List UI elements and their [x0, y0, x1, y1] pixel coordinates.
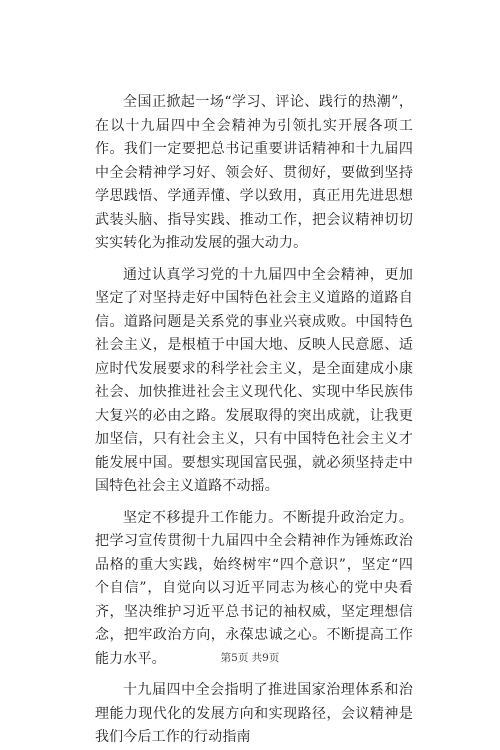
paragraph-2: 通过认真学习党的十九届四中全会精神，更加坚定了对坚持走好中国特色社会主义道路的道路自信。道路问题是关系党的事业兴衰成败。中国特色社会主义，是根植于中国大地、反映人民意愿、适应时代发展要求的科学社会主义，是全面建成小康社会、加快推进社会主义现代化、实现中华民族伟大复兴的必由之路。发展取得的突出成就，让我更加坚信，只有社会主义，只有中国特色社会主义才能发展中国。要想实现国富民强，就必须坚持走中国特色社会主义道路不动摇。 — [95, 266, 413, 494]
paragraph-1: 全国正掀起一场“学习、评论、践行的热潮”，在以十九届四中全会精神为引领扎实开展各项工作。我们一定要把总书记重要讲话精神和十九届四中全会精神学习好、领会好、贯彻好，要做到坚持学思践悟、学通弄懂、学以致用，真正用先进思想武装头脑、指导实践、推动工作，把会议精神切切实实转化为推动发展的强大动力。 — [95, 94, 413, 251]
page-number-footer: 第5页 共9页 — [220, 652, 280, 664]
paragraph-3: 坚定不移提升工作能力。不断提升政治定力。把学习宣传贯彻十九届四中全会精神作为锤炼政治品格的重大实践，始终树牢“四个意识”，坚定“四个自信”，自觉向以习近平同志为核心的党中央看齐，坚决维护习近平总书记的袖权威，坚定理想信念，把牢政治方向，永葆忠诚之心。不断提高工作能力水平。 — [95, 509, 413, 667]
paragraph-4: 十九届四中全会指明了推进国家治理体系和治理能力现代化的发展方向和实现路径，会议精神是我们今后工作的行动指南 — [95, 682, 413, 745]
